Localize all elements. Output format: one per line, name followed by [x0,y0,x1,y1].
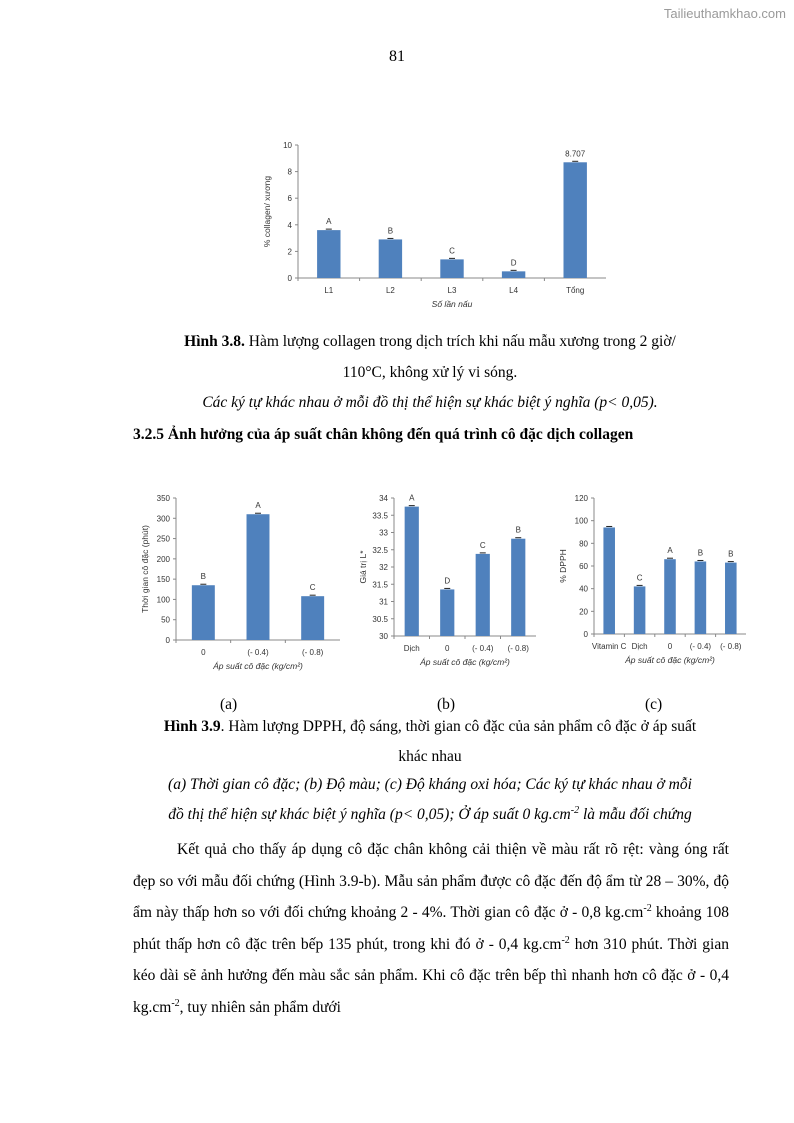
x-axis-title: Áp suất cô đặc (kg/cm²) [420,657,510,667]
watermark: Tailieuthamkhao.com [663,6,786,21]
y-tick-label: 32.5 [372,545,388,555]
bar [379,239,402,278]
figure-3-9-caption-line2: khác nhau [398,748,462,765]
y-tick-label: 31.5 [372,580,388,590]
y-tick-label: 50 [161,615,170,625]
figure-3-9-caption [100,718,760,736]
x-tick-label: Vitamin C [591,642,627,651]
y-tick-label: 100 [574,516,588,526]
bar-data-label: B [200,572,207,582]
bar-data-label: A [326,217,332,227]
figure-3-8-note: Các ký tự khác nhau ở mỗi đồ thị thể hiện sự khác biệt ý nghĩa (p< 0,05). [202,394,658,411]
figure-3-8-chart [250,138,610,320]
y-tick-label: 60 [579,562,588,571]
y-tick-label: 33 [379,528,388,538]
x-tick-label: Tổng [566,286,585,295]
x-tick-label: Dịch [403,644,420,653]
bar-data-label: C [449,246,455,256]
x-tick-label: (- 0.4) [247,648,269,657]
figure-3-9a-chart [132,488,344,684]
figure-3-8-label: Hình 3.8. [184,333,245,350]
bar [695,561,707,634]
note-sup: -2 [570,805,580,816]
x-tick-label: 0 [201,648,206,657]
x-tick-label: 0 [445,644,450,653]
bar-data-label: D [444,576,451,586]
bar [476,554,490,636]
y-tick-label: 40 [579,584,588,594]
y-tick-label: 4 [287,220,292,230]
subfigure-label-a: (a) [220,696,238,713]
paragraph-part-1: Kết quả cho thấy áp dụng cô đặc chân không cải thiện về màu rất rõ rệt: vàng óng rất đẹp so với mẫu đối chứng (Hình 3.9-b). Mẫu sản phẩm được cô đặc đến độ ẩm từ 28 – 30%, độ ẩm này thấp hơn so với đối chứng khoảng 2 - 4%. Thời gian cô đặc ở - 0,8 kg.cm [133,841,729,921]
y-tick-label: 300 [156,514,170,524]
paragraph-part-4: , tuy nhiên sản phẩm dưới [179,998,341,1016]
y-tick-label: 32 [379,563,388,572]
y-tick-label: 0 [165,636,170,645]
bar [502,271,525,278]
figure-3-9-note-line2 [100,805,760,824]
bar-data-label: C [479,540,486,550]
bar-data-label: B [697,548,704,558]
x-tick-label: Dịch [631,642,648,651]
bar-data-label: C [309,583,316,593]
paragraph-sup-2: -2 [561,934,570,946]
y-tick-label: 2 [287,247,292,257]
paragraph-sup-3: -2 [171,997,180,1009]
bar [440,259,463,278]
x-tick-label: L3 [447,286,457,295]
figure-3-8-caption-text: Hàm lượng collagen trong dịch trích khi nấu mẫu xương trong 2 giờ/ [244,333,676,350]
paragraph-part-2: khoảng 108 phút thấp hơn cô đặc trên bếp 135 phút, trong khi đó ở - 0,4 kg.cm [133,904,729,953]
subfigure-label-c: (c) [645,696,663,713]
x-axis-title: Áp suất cô đặc (kg/cm²) [213,661,303,671]
y-axis-title: Thời gian cô đặc (phút) [140,525,150,613]
y-axis-title: Giá trị L* [358,550,368,584]
paragraph-text [133,834,729,1023]
bar-data-label: A [255,501,261,511]
bar [301,596,324,640]
paragraph-part-3: hơn 310 phút. Thời gian kéo dài sẽ ảnh hưởng đến màu sắc sản phẩm. Khi cô đặc trên bếp thì nhanh hơn cô đặc ở - 0,4 kg.cm [133,935,729,1016]
x-tick-label: (- 0.4) [689,642,712,651]
bar [603,527,615,634]
x-tick-label: (- 0.4) [472,644,494,653]
x-tick-label: L2 [385,286,395,295]
subfigure-label-b: (b) [437,696,456,713]
y-tick-label: 120 [574,494,588,503]
bar [440,589,454,636]
y-tick-label: 20 [579,607,588,617]
y-tick-label: 350 [156,494,170,503]
bar-data-label: D [510,258,517,268]
figure-3-9-caption-text: . Hàm lượng DPPH, độ sáng, thời gian cô đặc của sản phẩm cô đặc ở áp suất [220,718,697,735]
y-tick-label: 34 [379,494,388,503]
body-paragraph [133,834,729,1023]
bar [192,585,215,640]
bar [563,162,586,278]
y-tick-label: 10 [283,141,292,150]
bar [317,230,340,278]
bar [511,539,525,636]
x-axis-title: Áp suất cô đặc (kg/cm²) [625,655,715,665]
bar-data-label: C [636,573,643,583]
y-tick-label: 31 [379,597,388,607]
y-tick-label: 0 [583,630,588,639]
figure-3-9b-chart [350,488,540,684]
paragraph-sup-1: -2 [643,902,652,914]
x-tick-label: (- 0.8) [507,644,529,653]
bar-data-label: A [409,493,415,503]
y-tick-label: 6 [287,194,292,204]
bar [634,586,646,634]
bar [247,514,270,640]
bar [664,559,676,634]
figure-3-9-note-line1: (a) Thời gian cô đặc; (b) Độ màu; (c) Độ kháng oxi hóa; Các ký tự khác nhau ở mỗi [168,776,692,793]
y-tick-label: 30.5 [372,614,388,624]
bar-data-label: A [667,546,673,556]
y-tick-label: 250 [156,534,170,544]
y-tick-label: 200 [156,554,170,564]
x-tick-label: L4 [509,286,519,295]
section-heading: 3.2.5 Ảnh hưởng của áp suất chân không đến quá trình cô đặc dịch collagen [133,426,634,443]
x-tick-label: (- 0.8) [720,642,742,651]
figure-3-8-caption-line2: 110°C, không xử lý vi sóng. [342,364,518,381]
bar [725,563,737,634]
y-tick-label: 33.5 [372,511,388,521]
page-number: 81 [389,48,405,65]
y-axis-title: % collagen/ xương [262,175,272,248]
figure-3-9c-chart [560,488,750,684]
x-axis-title: Số lần nấu [431,299,473,309]
bar-data-label: B [387,226,394,236]
figure-3-9-label: Hình 3.9 [163,718,221,735]
bar-data-label: B [515,525,521,535]
bar-data-label: 8.707 [565,149,586,159]
y-tick-label: 30 [379,632,388,641]
x-tick-label: L1 [324,286,334,295]
bar [405,507,419,636]
x-tick-label: (- 0.8) [301,648,324,657]
y-tick-label: 80 [579,539,588,549]
note-text-b: là mẫu đối chứng [579,806,692,824]
figure-3-8-caption [90,333,770,351]
note-text-a: đồ thị thể hiện sự khác biệt ý nghĩa (p< 0,05); Ở áp suất 0 kg.cm [168,806,571,824]
y-tick-label: 8 [287,167,292,177]
y-tick-label: 100 [156,595,170,605]
x-tick-label: 0 [667,642,673,651]
y-tick-label: 0 [287,274,292,283]
y-axis-title: % DPPH [558,549,568,583]
bar-data-label: B [728,549,734,559]
y-tick-label: 150 [156,575,170,585]
